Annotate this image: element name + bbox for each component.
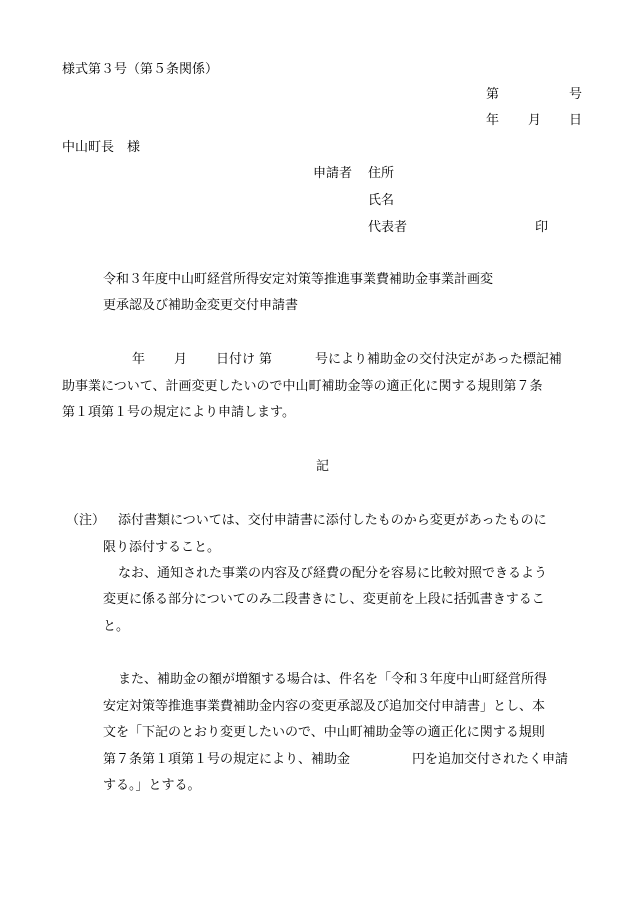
addressee: 中山町長 様 xyxy=(62,140,141,155)
title-line-2: 更承認及び補助金変更交付申請書 xyxy=(103,298,299,313)
blank-year: 年 xyxy=(132,352,146,367)
blank-day: 日付け xyxy=(216,352,256,367)
applicant-label: 申請者 xyxy=(313,166,353,181)
representative-label: 代表者 xyxy=(368,220,408,235)
address-label: 住所 xyxy=(368,166,395,181)
number-suffix: 号 xyxy=(569,87,583,102)
number-prefix: 第 xyxy=(486,87,500,102)
note-p3-line-3: 文を「下記のとおり変更したいので、中山町補助金等の適正化に関する規則 xyxy=(103,725,545,740)
date-year: 年 xyxy=(486,113,500,128)
note-p3-line-5: する。」とする。 xyxy=(103,778,201,793)
seal-mark: 印 xyxy=(535,220,549,235)
title-line-1: 令和３年度中山町経営所得安定対策等推進事業費補助金事業計画変 xyxy=(103,272,494,287)
note-p1-line-1: 添付書類については、交付申請書に添付したものから変更があったものに xyxy=(118,513,547,528)
note-p3-line-1: また、補助金の額が増額する場合は、件名を「令和３年度中山町経営所得 xyxy=(118,672,548,687)
note-p2-line-2: 変更に係る部分についてのみ二段書きにし、変更前を上段に括弧書きするこ xyxy=(103,592,545,607)
note-p3-line-4a: 第７条第１項第１号の規定により、補助金 xyxy=(103,752,351,767)
note-p2-line-1: なお、通知された事業の内容及び経費の配分を容易に比較対照できるよう xyxy=(118,566,548,581)
blank-no: 第 xyxy=(259,352,273,367)
blank-month: 月 xyxy=(174,352,188,367)
body-line-3: 第１項第１号の規定により申請します。 xyxy=(62,405,295,420)
note-p3-line-2: 安定対策等推進事業費補助金内容の変更承認及び追加交付申請書」とし、本 xyxy=(103,699,546,714)
ki-heading: 記 xyxy=(316,459,330,474)
note-p1-line-2: 限り添付すること。 xyxy=(103,540,221,555)
date-day: 日 xyxy=(569,113,583,128)
date-month: 月 xyxy=(528,113,542,128)
body-line-2: 助事業について、計画変更したいので中山町補助金等の適正化に関する規則第７条 xyxy=(62,379,543,394)
body-line-1: 号により補助金の交付決定があった標記補 xyxy=(315,352,562,367)
note-label: （注） xyxy=(66,513,106,528)
name-label: 氏名 xyxy=(368,193,395,208)
note-p2-line-3: と。 xyxy=(103,619,130,634)
note-p3-line-4b: 円を追加交付されたく申請 xyxy=(412,752,569,767)
form-label: 様式第３号（第５条関係） xyxy=(62,62,219,77)
